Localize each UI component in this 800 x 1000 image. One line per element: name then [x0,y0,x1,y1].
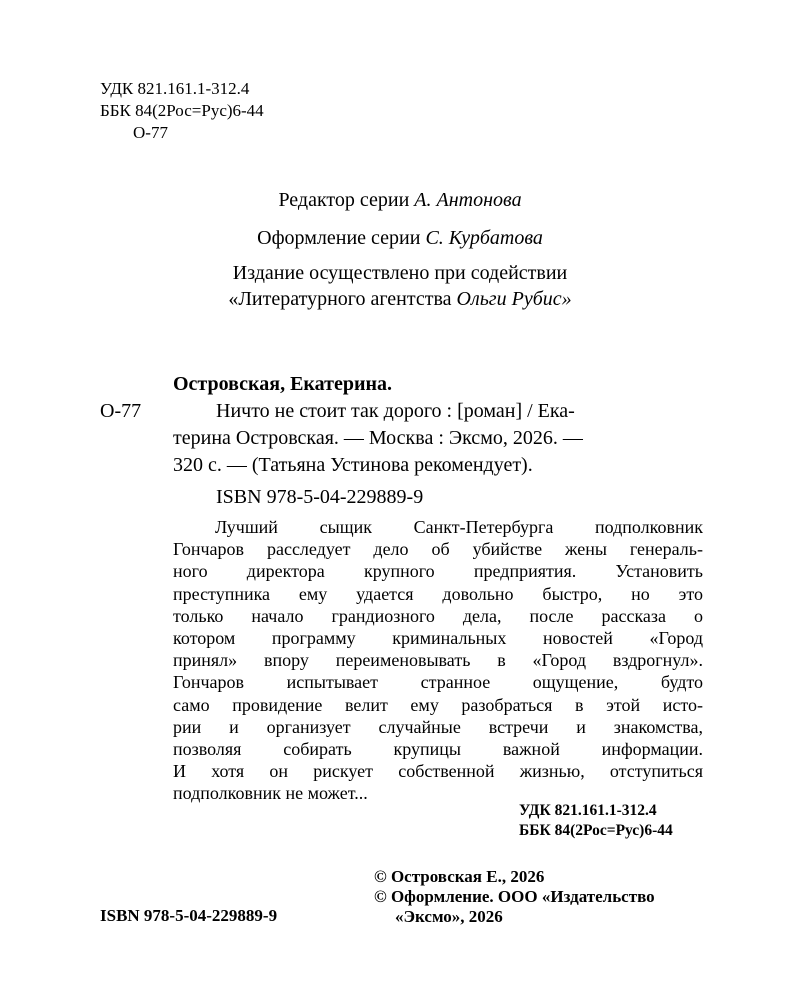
series-design-line [0,225,800,251]
series-editor-name: А. Антонова [414,189,522,211]
annotation-line: преступника ему удается довольно быстро, но это [173,583,703,604]
agency-line-1: Издание осуществлено при содействии [232,262,568,284]
annotation-line: подполковник не может... [173,783,368,804]
copyright-line-1: © Островская Е., 2026 [374,867,545,886]
bottom-bbk-code: ББК 84(2Рос=Рус)6-44 [519,822,673,839]
annotation-line: само провидение велит ему разобраться в этой исто- [173,694,703,715]
bib-mark: О-77 [100,400,142,422]
bib-line-3: 320 с. — (Татьяна Устинова рекомендует). [173,454,533,476]
series-editor-line [0,187,800,213]
bib-isbn: ISBN 978-5-04-229889-9 [216,486,424,508]
annotation [173,516,703,805]
copyright-line-2: © Оформление. ООО «Издательство [374,887,655,906]
annotation-line: ного директора крупного предприятия. Установить [173,561,703,582]
annotation-line: котором программу криминальных новостей «Город [173,628,703,649]
series-editor-label: Редактор серии [278,189,410,211]
agency-prefix: «Литературного агентства [228,288,452,310]
bottom-udk-code: УДК 821.161.1-312.4 [519,802,657,819]
bib-line-2: терина Островская. — Москва : Эксмо, 2026. — [173,427,583,449]
agency-name: Ольги Рубис» [456,288,572,310]
annotation-line: принял» впору переименовывать в «Город вздрогнул». [173,650,703,671]
author-heading: Островская, Екатерина. [173,373,393,395]
agency-line-2 [0,286,800,312]
series-design-name: С. Курбатова [425,227,543,249]
annotation-line: Гончаров испытывает странное ощущение, будто [173,672,703,693]
udk-code: УДК 821.161.1-312.4 [100,79,250,98]
annotation-line: И хотя он рискует собственной жизнью, отступиться [173,761,703,782]
isbn-bottom: ISBN 978-5-04-229889-9 [100,906,278,925]
series-design-label: Оформление серии [257,227,421,249]
annotation-line: рии и организует случайные встречи и знакомства, [173,716,703,737]
author-mark: О-77 [133,123,168,142]
annotation-line: только начало грандиозного дела, после рассказа о [173,605,703,626]
bib-line-1: Ничто не стоит так дорого : [роман] / Ека- [216,400,575,422]
annotation-line: Гончаров расследует дело об убийстве жены генераль- [173,539,703,560]
annotation-line: Лучший сыщик Санкт-Петербурга подполковник [215,517,703,537]
annotation-line: позволяя собирать крупицы важной информации. [173,739,703,760]
bbk-code: ББК 84(2Рос=Рус)6-44 [100,101,264,120]
copyright-line-3: «Эксмо», 2026 [395,907,503,926]
